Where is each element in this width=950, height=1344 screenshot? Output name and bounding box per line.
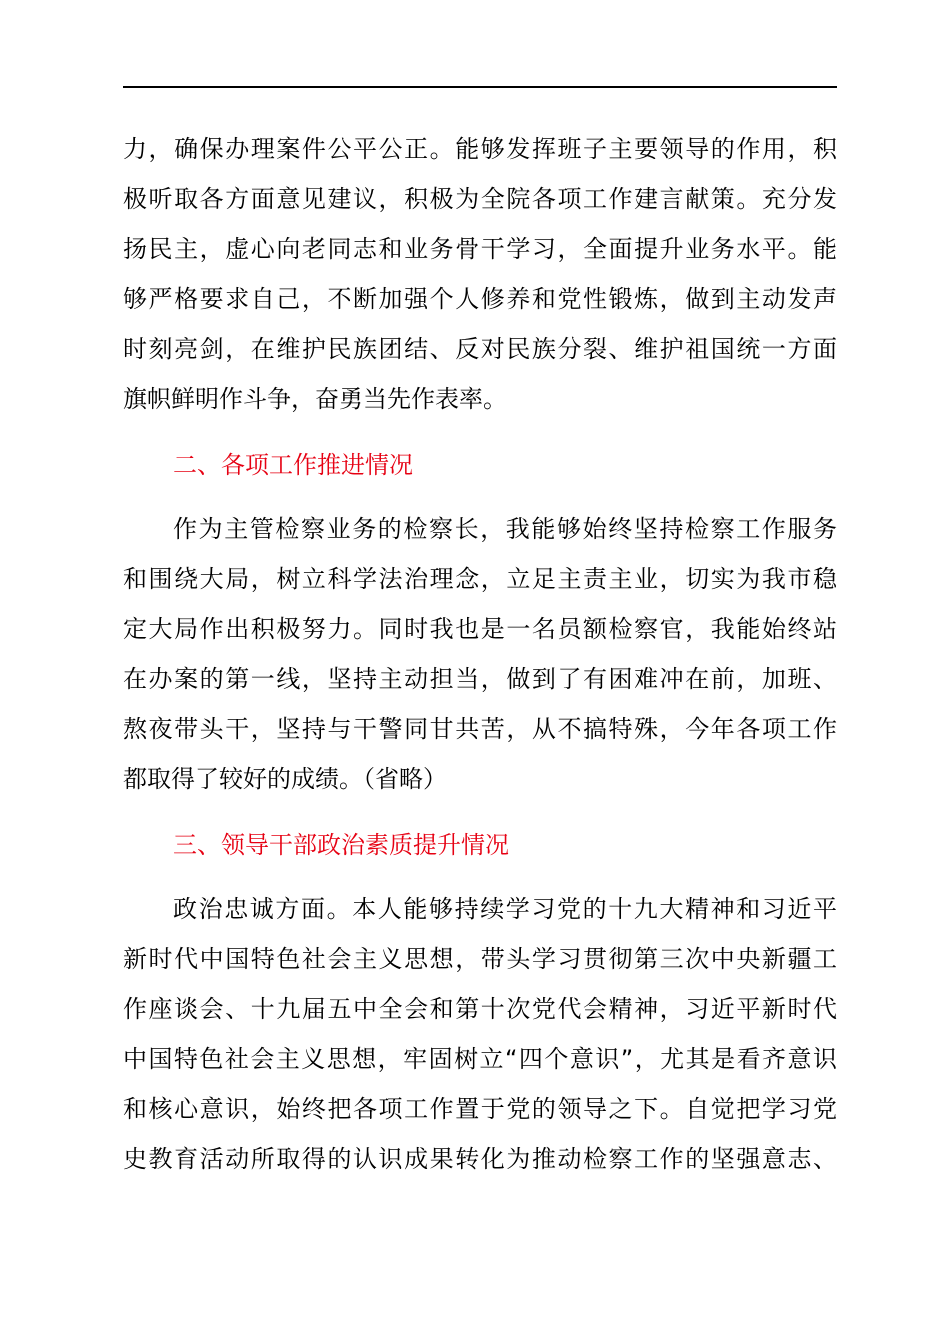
paragraph-2 xyxy=(123,504,837,804)
paragraph-line: 史教育活动所取得的认识成果转化为推动检察工作的坚强意志、 xyxy=(123,1145,837,1173)
paragraph-line: 力，确保办理案件公平公正。能够发挥班子主要领导的作用，积 xyxy=(123,135,837,163)
paragraph-line: 中国特色社会主义思想，牢固树立“四个意识”，尤其是看齐意识 xyxy=(123,1045,837,1073)
document-body xyxy=(123,124,837,1184)
section-heading-3: 三、领导干部政治素质提升情况 xyxy=(173,831,509,859)
paragraph-line: 作为主管检察业务的检察长，我能够始终坚持检察工作服务 xyxy=(173,515,837,543)
paragraph-line: 和围绕大局，树立科学法治理念，立足主责主业，切实为我市稳 xyxy=(123,565,837,593)
paragraph-line: 时刻亮剑，在维护民族团结、反对民族分裂、维护祖国统一方面 xyxy=(123,335,837,363)
paragraph-line: 政治忠诚方面。本人能够持续学习党的十九大精神和习近平 xyxy=(173,895,837,923)
paragraph-line: 新时代中国特色社会主义思想，带头学习贯彻第三次中央新疆工 xyxy=(123,945,837,973)
paragraph-line: 定大局作出积极努力。同时我也是一名员额检察官，我能始终站 xyxy=(123,615,837,643)
paragraph-line: 极听取各方面意见建议，积极为全院各项工作建言献策。充分发 xyxy=(123,185,837,213)
paragraph-1 xyxy=(123,124,837,424)
paragraph-3 xyxy=(123,884,837,1184)
header-rule xyxy=(123,86,837,88)
paragraph-line: 扬民主，虚心向老同志和业务骨干学习，全面提升业务水平。能 xyxy=(123,235,837,263)
paragraph-line: 够严格要求自己，不断加强个人修养和党性锻炼，做到主动发声 xyxy=(123,285,837,313)
paragraph-line: 和核心意识，始终把各项工作置于党的领导之下。自觉把学习党 xyxy=(123,1095,837,1123)
paragraph-line: 在办案的第一线，坚持主动担当，做到了有困难冲在前，加班、 xyxy=(123,665,837,693)
paragraph-line: 旗帜鲜明作斗争，奋勇当先作表率。 xyxy=(123,385,507,413)
paragraph-line: 作座谈会、十九届五中全会和第十次党代会精神，习近平新时代 xyxy=(123,995,837,1023)
paragraph-line: 熬夜带头干，坚持与干警同甘共苦，从不搞特殊，今年各项工作 xyxy=(123,715,837,743)
paragraph-line: 都取得了较好的成绩。（省略） xyxy=(123,765,447,793)
section-heading-2: 二、各项工作推进情况 xyxy=(173,451,413,479)
